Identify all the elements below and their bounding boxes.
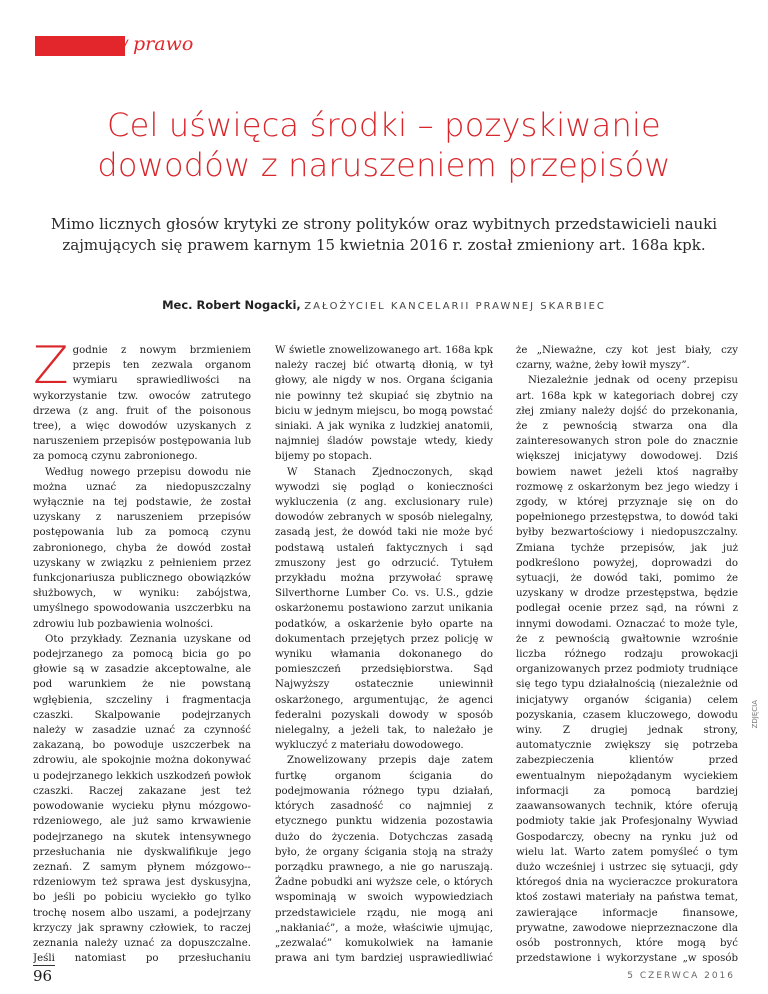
section-tag-label: prawo — [133, 33, 194, 55]
author-role: ZAŁOŻYCIEL KANCELARII PRAWNEJ SKARBIEC — [304, 301, 606, 312]
author-byline — [0, 297, 768, 315]
paragraph: godnie z nowym brzmieniem przepis ten zezwala organom wymiaru sprawiedliwości na wykorzystanie tzw. owoców zatrutego drzewa (z ang. fruit of the poisonous tree), a więc dowodów uzyskanych z naruszeniem przepisów postępowania lub za pomocą czynu zabronionego. — [33, 345, 251, 463]
section-tag-bar — [35, 36, 128, 56]
paragraph: Według nowego przepisu dowodu nie można uznać za niedopuszczalny wyłącznie na tej podstawie, że został uzyskany z naruszeniem przepisów postępowania lub za pomocą czynu zabronionego, chyba że dowód został uzyskany w związku z pełnieniem przez funkcjonariusza publicznego obowiązków służbowych, w wyniku: zabójstwa, umyślnego spowodowania uszczerbku na zdrowiu lub pozbawienia wolności. — [33, 466, 251, 630]
author-name: Mec. Robert Nogacki, — [162, 298, 301, 312]
page-number-rule — [33, 965, 55, 966]
paragraph: W Stanach Zjednoczonych, skąd wywodzi się pogląd o konieczności wykluczenia (z ang. exclusionary rule) dowodów zebranych w sposób nielegalny, zasadą jest, że dowód taki nie może być podstawą ustaleń faktycznych i sąd zmuszony jest go odrzucić. Tytułem przykładu można przywołać sprawę Silverthorne Lumber Co. vs. U.S., gdzie oskarżonemu postawiono zarzut unikania podatków, a oskarżenie było oparte na dokumentach przejętych przez policję w wyniku włamania dokonanego do pomieszczeń przedsiębiorstwa. Sąd Najwyższy ostatecznie uniewinnił oskarżonego, argumentując, że agenci federalni pozyskali dowody w sposób nielegalny, a jeżeli tak, to należało je wykluczyć z materiału dowodowego. — [275, 466, 493, 752]
title-line-1: Cel uświęca środki – pozyskiwanie — [107, 106, 661, 144]
issue-date: 5 CZERWCA 2016 — [627, 971, 735, 981]
photo-credit: ZDJĘCIA — [751, 700, 759, 729]
text-column-1 — [33, 343, 251, 963]
drop-cap: Z — [33, 343, 69, 396]
section-tag-slash: / — [122, 36, 128, 55]
article-lead: Mimo licznych głosów krytyki ze strony polityków oraz wybitnych przedstawicieli nauki zajmujących się prawem karnym 15 kwietnia 2016 r. został zmieniony art. 168a kpk. — [50, 215, 718, 254]
paragraph: Znowelizowany przepis daje zatem furtkę organom ścigania do podejmowania różnego typu działań, których zasadność co najmniej z etycznego punktu widzenia pozostawia dużo do życzenia. Dotychczas zasadą było, że organy ścigania stoją na straży porządku prawnego, a nie go naruszają. Żadne pobudki ani wyższe cele, o których wspominają w swoich wypowiedziach przedstawiciele rządu, nie mogą ani „nakłaniać”, a może, właściwie ujmując, „zezwalać” komukolwiek na łamanie prawa ani tym bardziej usprawiedliwiać — [275, 755, 493, 963]
article-title — [20, 105, 748, 185]
text-column-2 — [275, 343, 493, 963]
text-column-3 — [516, 343, 738, 963]
paragraph: że „Nieważne, czy kot jest biały, czy czarny, ważne, żeby łowił myszy”. — [516, 345, 738, 372]
page-number: 96 — [33, 967, 53, 985]
title-line-2: dowodów z naruszeniem przepisów — [97, 146, 671, 184]
paragraph-text: Niezależnie jednak od oceny przepisu art. 168a kpk w kategoriach dobrej czy złej zmiany należy dojść do przekonania, że z pewnością stwarza ona dla zainteresowanych stron pole do znacznie większej inicjatywy dowodowej. Dziś bowiem nawet jeżeli ktoś nagrałby rozmowę z oskarżonym bez jego wiedzy i zgody, w której przyznaje się on do popełnionego przestępstwa, to dowód taki byłby bezwartościowy i niedopuszczalny. Zmiana tychże przepisów, jak już podkreślono powyżej, doprowadzi do sytuacji, że dowód taki, pomimo że uzyskany w drodze przestępstwa, będzie podlegał ocenie przez sąd, na równi z innymi dowodami. Oznaczać to może tyle, że z pewnością gwałtownie wzrośnie liczba różnego rodzaju prowokacji organizowanych przez podmioty trudniące się tego typu działalnością (niezależnie od inicjatywy organów ścigania) celem pozyskania, czasem kluczowego, dowodu winy. Z drugiej jednak strony, automatycznie zwiększy się potrzeba zabezpieczenia klientów przed ewentualnym niepożądanym wyciekiem informacji za pomocą bardziej zaawansowanych technik, które oferują podmioty takie jak Profesjonalny Wywiad Gospodarczy, obecny na rynku już od wielu lat. Warto zatem pomyśleć o tym dużo wcześniej i ustrzec się sytuacji, gdy któregoś dnia na wycieraczce prokuratora ktoś zostawi materiały na państwa temat, zawierające informacje finansowe, prywatne, zawodowe nieprzeznaczone dla osób postronnych, które mogą być przedstawione i wykorzystane „w sposób — [516, 375, 738, 963]
paragraph: W świetle znowelizowanego art. 168a kpk należy raczej bić otwartą dłonią, w tył głowy, ale nigdy w nos. Organa ścigania nie powinny też skupiać się zbytnio na biciu w jednym miejscu, bo mogą powstać siniaki. A jak wynika z ludzkiej anatomii, najmniej śladów powstaje wtedy, kiedy bijemy po stopach. — [275, 345, 493, 463]
paragraph-last — [516, 373, 738, 963]
paragraph: Oto przykłady. Zeznania uzyskane od podejrzanego za pomocą bicia go po głowie są w zasadzie akceptowalne, ale pod warunkiem że nie powstaną wgłębienia, szczeliny i fragmentacja czaszki. Skalpowanie podejrzanych należy w zasadzie uznać za czynność zakazaną, bo powoduje uszczerbek na zdrowiu, ale spokojnie można dokonywać u podejrzanego lekkich uszkodzeń powłok czaszki. Raczej zakazane jest też powodowanie wycieku płynu mózgowo-rdzeniowego, ale już samo krwawienie podejrzanego na skutek intensywnego przesłuchania nie dyskwalifikuje jego zeznań. Z samym płynem mózgowo--rdzeniowym też sprawa jest dyskusyjna, bo jeśli po pobiciu wyciekło go tylko trochę nosem albo uszami, a podejrzany krzyczy jak sprawny człowiek, to raczej zeznania należy uznać za dopuszczalne. Jeśli natomiast po przesłuchaniu — [33, 633, 251, 963]
